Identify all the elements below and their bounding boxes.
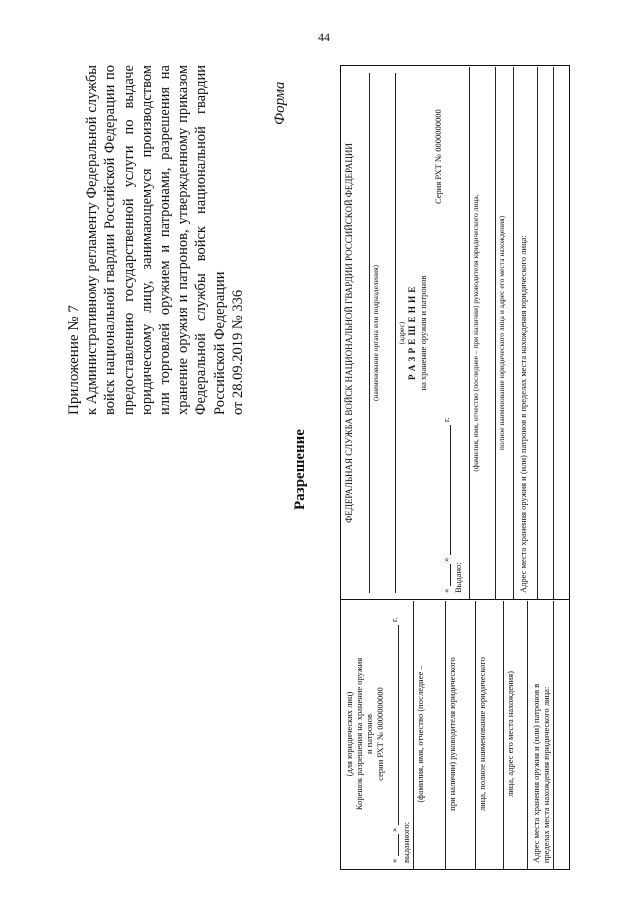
stub-addr-1: Адрес места хранения оружия и (или) патронов в: [531, 683, 541, 863]
document-title: Разрешение: [292, 429, 308, 510]
appendix-title: Приложение № 7: [66, 305, 82, 415]
permit-subtitle: на хранение оружия и патронов: [418, 275, 428, 391]
main-row-line: [495, 67, 496, 599]
form-label: Форма: [272, 81, 288, 125]
stub-fio-3: лица, полное наименование юридического: [477, 656, 487, 812]
stub-fio-2: при наличии) руководителя юридического: [447, 657, 457, 811]
stub-row-line: [445, 601, 446, 869]
permit-form: [340, 65, 570, 870]
stub-month-line: [398, 625, 399, 825]
stub-series: серии РХТ № 0000000000: [375, 687, 385, 781]
stub-row-line: [527, 601, 528, 869]
main-row-line: [537, 67, 538, 599]
main-addr-label: Адрес места хранения оружия и (или) патронов в пределах места нахождения юридического лица:: [518, 235, 528, 593]
stub-row-line: [413, 601, 414, 869]
stub-heading-1: Корешок разрешения на хранение оружия: [354, 657, 364, 811]
main-month-line: [450, 425, 451, 555]
stub-year-suffix: г.: [389, 617, 399, 622]
stub-row-line: [503, 601, 504, 869]
page-number: 44: [318, 30, 330, 44]
stub-heading-2: и патронов: [364, 714, 374, 754]
permit-main-section: [341, 66, 569, 599]
stub-fio-1: (фамилия, имя, отчество (последнее –: [415, 665, 425, 803]
main-day-line: [450, 564, 451, 586]
stub-day-line: [398, 834, 399, 856]
main-row-line: [553, 67, 554, 599]
appendix-block: [65, 65, 247, 415]
stub-quote-close: »: [389, 827, 399, 832]
stub-row-line: [475, 601, 476, 869]
stub-issued-label: выданного:: [401, 821, 411, 863]
main-year-suffix: г.: [441, 417, 451, 422]
fio-caption: (фамилия, имя, отчество (последнее – при наличии) руководителя юридического лица,: [471, 194, 480, 472]
main-row-line: [469, 67, 470, 599]
appendix-date: от 28.09.2019 № 336: [229, 289, 246, 415]
stub-addr-2: пределах места нахождения юридического лица:: [541, 686, 551, 863]
stub-quote-open: «: [389, 858, 399, 863]
stub-fio-4: лица, адрес его места нахождения): [505, 671, 515, 797]
name-caption: полное наименование юридического лица и адрес его места нахождения): [497, 215, 506, 451]
agency-name: ФЕДЕРАЛЬНАЯ СЛУЖБА ВОЙСК НАЦИОНАЛЬНОЙ ГВАРДИИ РОССИЙСКОЙ ФЕДЕРАЦИИ: [344, 143, 354, 523]
organ-line: [369, 73, 370, 593]
stub-row-line: [553, 601, 554, 869]
address-caption: (адрес): [397, 321, 406, 345]
organ-caption: (наименование органа или подразделения): [371, 265, 380, 401]
main-row-line: [513, 67, 514, 599]
stub-for-legal: (для юридических лиц): [344, 691, 354, 777]
main-quote-open: «: [441, 588, 451, 593]
permit-word: Р А З Р Е Ш Е Н И Е: [407, 286, 417, 380]
permit-series: Серия РХТ № 0000000000: [433, 109, 443, 204]
main-quote-close: »: [441, 557, 451, 562]
stub-section: [341, 599, 569, 869]
main-issued-label: Выдано:: [453, 562, 463, 593]
address-line: [395, 73, 396, 593]
appendix-text: к Административному регламенту Федеральной службы войск национальной гвардии Российской Федерации по предоставлению государственной услуги по выдаче юридическому лицу, занимающемуся производством или торговлей оружием и патронами, разрешения на хранение оружия и патронов, утвержденному приказом Федеральной службы войск национальной гвардии Российской Федерации: [84, 65, 228, 415]
